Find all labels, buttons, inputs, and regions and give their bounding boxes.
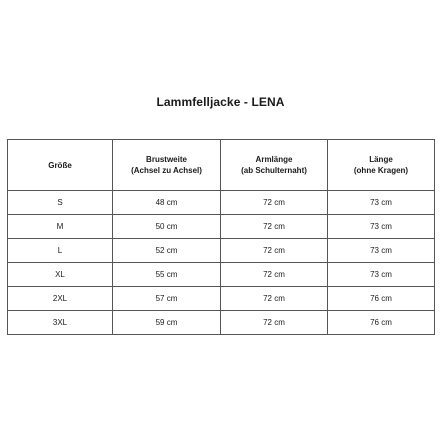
cell-sleeve-length: 72 cm [221,263,328,287]
cell-sleeve-length: 72 cm [221,311,328,335]
size-chart-table [7,139,435,335]
page-title: Lammfelljacke - LENA [156,95,285,109]
cell-chest-width: 57 cm [113,287,221,311]
cell-chest-width: 59 cm [113,311,221,335]
cell-chest-width: 48 cm [113,191,221,215]
cell-size: L [8,239,113,263]
table-row [8,215,435,239]
cell-size: 2XL [8,287,113,311]
cell-sleeve-length: 72 cm [221,215,328,239]
cell-size: 3XL [8,311,113,335]
cell-chest-width: 50 cm [113,215,221,239]
header-size: Größe [8,140,113,191]
table-header-row [8,140,435,191]
table-row [8,191,435,215]
cell-sleeve-length: 72 cm [221,191,328,215]
cell-length: 73 cm [328,215,435,239]
cell-size: M [8,215,113,239]
cell-length: 73 cm [328,239,435,263]
cell-chest-width: 55 cm [113,263,221,287]
cell-size: S [8,191,113,215]
cell-chest-width: 52 cm [113,239,221,263]
cell-length: 73 cm [328,263,435,287]
cell-size: XL [8,263,113,287]
table-row [8,263,435,287]
header-sleeve-length: Armlänge (ab Schulternaht) [221,140,328,191]
header-length: Länge (ohne Kragen) [328,140,435,191]
cell-sleeve-length: 72 cm [221,287,328,311]
cell-length: 76 cm [328,287,435,311]
table-row [8,311,435,335]
table-row [8,239,435,263]
table-row [8,287,435,311]
header-chest-width: Brustweite (Achsel zu Achsel) [113,140,221,191]
cell-length: 76 cm [328,311,435,335]
cell-length: 73 cm [328,191,435,215]
cell-sleeve-length: 72 cm [221,239,328,263]
